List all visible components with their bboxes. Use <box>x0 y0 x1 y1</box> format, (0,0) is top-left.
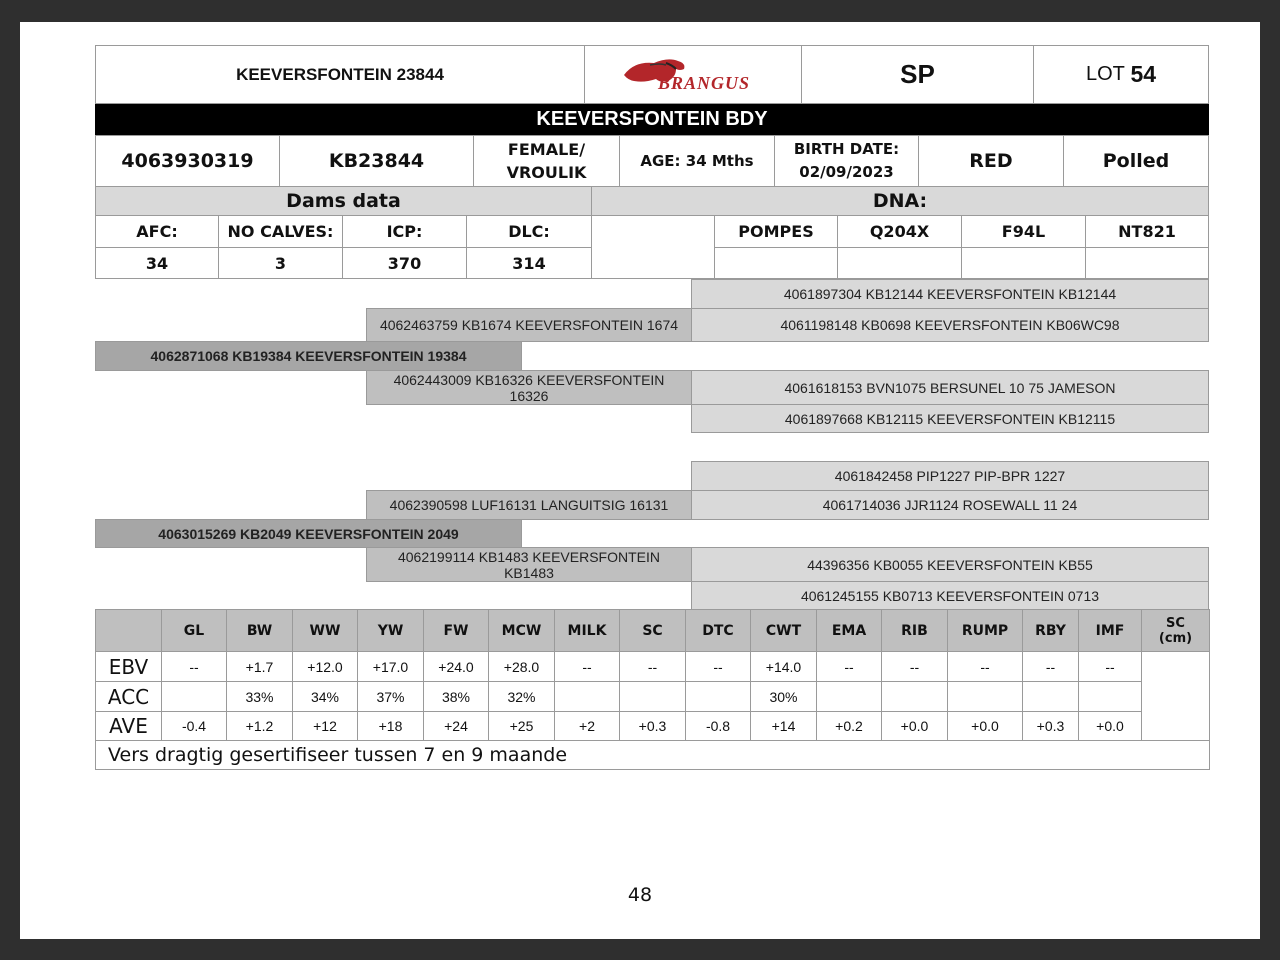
ebv-sc-cm-header <box>1141 609 1210 652</box>
ebv-row-label: ACC <box>95 681 162 712</box>
ebv-row-label: EBV <box>95 651 162 682</box>
pedigree-ds-sire: 4061842458 PIP1227 PIP-BPR 1227 <box>691 461 1209 491</box>
pedigree-dam-sire: 4062390598 LUF16131 LANGUITSIG 16131 <box>366 490 692 520</box>
sc-cm-line1: SC <box>1166 615 1185 631</box>
ebv-value-cell: -- <box>881 651 948 682</box>
dams-data-title: Dams data <box>95 186 592 216</box>
dna-title: DNA: <box>591 186 1209 216</box>
pedigree-sire-sire: 4062463759 KB1674 KEEVERSFONTEIN 1674 <box>366 308 692 342</box>
sex-cell <box>473 135 620 187</box>
ebv-col-header: IMF <box>1078 609 1142 652</box>
ebv-value-cell <box>947 681 1023 712</box>
ebv-value-cell: 33% <box>226 681 293 712</box>
ebv-note: Vers dragtig gesertifiseer tussen 7 en 9 maande <box>95 740 1210 770</box>
sex-line1: FEMALE/ <box>507 140 586 159</box>
colour: RED <box>918 135 1064 187</box>
dna-nt821-header: NT821 <box>1085 215 1209 248</box>
id-number: 4063930319 <box>95 135 280 187</box>
pedigree-ss-dam: 4061198148 KB0698 KEEVERSFONTEIN KB06WC98 <box>691 308 1209 342</box>
ebv-value-cell: +0.3 <box>1022 711 1079 741</box>
dna-blank-cell <box>591 215 715 279</box>
sex-line2: VROULIK <box>506 163 587 182</box>
ebv-value-cell: -- <box>554 651 620 682</box>
ebv-col-header: YW <box>357 609 424 652</box>
ebv-col-header: EMA <box>816 609 882 652</box>
page-number: 48 <box>627 884 653 906</box>
afc-value: 34 <box>95 247 219 279</box>
ebv-table <box>95 609 1209 768</box>
sp-label: SP <box>801 45 1034 104</box>
dna-q204x-value <box>837 247 962 279</box>
horn-status: Polled <box>1063 135 1209 187</box>
pedigree-sire-dam: 4062443009 KB16326 KEEVERSFONTEIN 16326 <box>366 370 692 405</box>
ebv-value-cell <box>1022 681 1079 712</box>
ebv-col-header: DTC <box>685 609 751 652</box>
logo-text: BRANGUS <box>658 72 751 93</box>
ebv-value-cell: +2 <box>554 711 620 741</box>
pedigree-dd-sire: 44396356 KB0055 KEEVERSFONTEIN KB55 <box>691 547 1209 582</box>
dna-f94l-header: F94L <box>961 215 1086 248</box>
ebv-value-cell: -- <box>685 651 751 682</box>
icp-value: 370 <box>342 247 467 279</box>
ebv-value-cell: 38% <box>423 681 489 712</box>
ebv-col-header: FW <box>423 609 489 652</box>
ebv-value-cell: -- <box>619 651 686 682</box>
pedigree-sd-dam: 4061897668 KB12115 KEEVERSFONTEIN KB12115 <box>691 404 1209 433</box>
lot-number: 54 <box>1130 61 1157 87</box>
ebv-value-cell: +28.0 <box>488 651 555 682</box>
pedigree-ss-sire: 4061897304 KB12144 KEEVERSFONTEIN KB12144 <box>691 279 1209 309</box>
ebv-value-cell: -- <box>1022 651 1079 682</box>
ebv-value-cell: -- <box>816 651 882 682</box>
ebv-value-cell: +0.0 <box>881 711 948 741</box>
ebv-value-cell: 37% <box>357 681 424 712</box>
dna-q204x-header: Q204X <box>837 215 962 248</box>
ebv-value-cell: +14.0 <box>750 651 817 682</box>
ebv-value-cell: +1.7 <box>226 651 293 682</box>
ebv-value-cell: +0.2 <box>816 711 882 741</box>
ebv-value-cell: -- <box>947 651 1023 682</box>
ebv-value-cell: -0.4 <box>161 711 227 741</box>
sc-cm-line2: (cm) <box>1158 630 1193 646</box>
ebv-col-header: SC <box>619 609 686 652</box>
ebv-value-cell: +25 <box>488 711 555 741</box>
ebv-col-header: RUMP <box>947 609 1023 652</box>
afc-header: AFC: <box>95 215 219 248</box>
ebv-col-header: RBY <box>1022 609 1079 652</box>
animal-code: KB23844 <box>279 135 474 187</box>
ebv-value-cell: +17.0 <box>357 651 424 682</box>
ebv-sc-cm-blank <box>1141 651 1210 741</box>
dna-pompes-header: POMPES <box>714 215 838 248</box>
catalogue-page <box>20 22 1260 939</box>
ebv-col-header: GL <box>161 609 227 652</box>
ebv-value-cell: +24 <box>423 711 489 741</box>
icp-header: ICP: <box>342 215 467 248</box>
ebv-value-cell: +24.0 <box>423 651 489 682</box>
pedigree-dam-dam: 4062199114 KB1483 KEEVERSFONTEIN KB1483 <box>366 547 692 582</box>
dna-pompes-value <box>714 247 838 279</box>
ebv-value-cell: +14 <box>750 711 817 741</box>
age: AGE: 34 Mths <box>619 135 775 187</box>
ebv-col-header: BW <box>226 609 293 652</box>
brangus-logo <box>584 45 802 104</box>
ebv-col-header: RIB <box>881 609 948 652</box>
animal-name: KEEVERSFONTEIN 23844 <box>95 45 585 104</box>
ebv-value-cell: +12 <box>292 711 358 741</box>
dna-nt821-value <box>1085 247 1209 279</box>
ebv-value-cell: +18 <box>357 711 424 741</box>
ebv-value-cell <box>1078 681 1142 712</box>
ebv-value-cell: -0.8 <box>685 711 751 741</box>
ebv-header-blank <box>95 609 162 652</box>
birth-date-cell <box>774 135 919 187</box>
ebv-value-cell: +12.0 <box>292 651 358 682</box>
ebv-value-cell: 34% <box>292 681 358 712</box>
dna-f94l-value <box>961 247 1086 279</box>
ebv-value-cell: -- <box>161 651 227 682</box>
ebv-value-cell <box>881 681 948 712</box>
pedigree-sd-sire: 4061618153 BVN1075 BERSUNEL 10 75 JAMESON <box>691 370 1209 405</box>
ebv-value-cell: -- <box>1078 651 1142 682</box>
ebv-value-cell <box>816 681 882 712</box>
birth-date: 02/09/2023 <box>799 163 894 181</box>
ebv-col-header: CWT <box>750 609 817 652</box>
ebv-value-cell <box>554 681 620 712</box>
dlc-value: 314 <box>466 247 592 279</box>
ebv-value-cell: 30% <box>750 681 817 712</box>
ebv-col-header: MILK <box>554 609 620 652</box>
ebv-value-cell: 32% <box>488 681 555 712</box>
ebv-value-cell <box>161 681 227 712</box>
ebv-col-header: WW <box>292 609 358 652</box>
no-calves-value: 3 <box>218 247 343 279</box>
ebv-value-cell <box>685 681 751 712</box>
ebv-value-cell: +0.0 <box>947 711 1023 741</box>
no-calves-header: NO CALVES: <box>218 215 343 248</box>
ebv-value-cell: +0.0 <box>1078 711 1142 741</box>
ebv-value-cell <box>619 681 686 712</box>
ebv-value-cell: +1.2 <box>226 711 293 741</box>
birth-date-label: BIRTH DATE: <box>793 140 900 158</box>
pedigree-ds-dam: 4061714036 JJR1124 ROSEWALL 11 24 <box>691 490 1209 520</box>
dlc-header: DLC: <box>466 215 592 248</box>
pedigree-dam: 4063015269 KB2049 KEEVERSFONTEIN 2049 <box>95 519 522 548</box>
ebv-value-cell: +0.3 <box>619 711 686 741</box>
pedigree-dd-dam: 4061245155 KB0713 KEEVERSFONTEIN 0713 <box>691 581 1209 610</box>
banner-title: KEEVERSFONTEIN BDY <box>95 104 1209 135</box>
lot-cell <box>1033 45 1209 104</box>
ebv-row-label: AVE <box>95 711 162 741</box>
pedigree-sire: 4062871068 KB19384 KEEVERSFONTEIN 19384 <box>95 341 522 371</box>
ebv-col-header: MCW <box>488 609 555 652</box>
lot-label: LOT <box>1085 63 1125 85</box>
